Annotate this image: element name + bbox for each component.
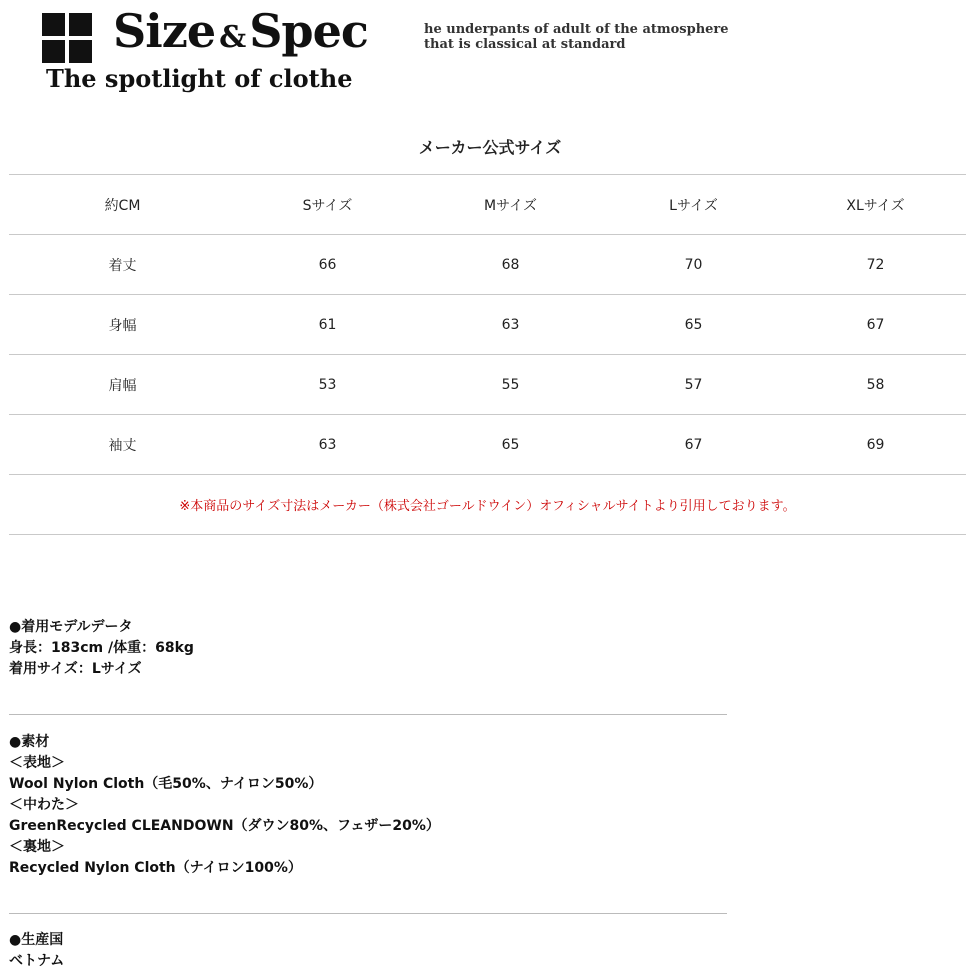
model-height-weight: 身長：183cm /体重：68kg <box>9 640 194 656</box>
tagline-line-1: he underpants of adult of the atmosphere <box>424 22 729 37</box>
size-note-row <box>9 475 966 535</box>
row-label: 着丈 <box>9 235 236 295</box>
table-cell: 67 <box>602 415 785 475</box>
column-header: XLサイズ <box>785 175 966 235</box>
outer-fabric-value: Wool Nylon Cloth（毛50%、ナイロン50%） <box>9 776 323 792</box>
origin-section <box>9 930 64 972</box>
origin-country: ベトナム <box>9 953 65 969</box>
table-cell: 67 <box>785 295 966 355</box>
brand-title-word-2: Spec <box>249 4 368 58</box>
model-data-section <box>9 617 194 680</box>
column-header: Mサイズ <box>419 175 602 235</box>
size-table-title: メーカー公式サイズ <box>418 138 562 157</box>
lining-label: ＜裏地＞ <box>9 839 65 855</box>
row-label: 袖丈 <box>9 415 236 475</box>
table-cell: 70 <box>602 235 785 295</box>
model-data-heading: ●着用モデルデータ <box>9 619 133 635</box>
table-cell: 72 <box>785 235 966 295</box>
size-table-header-row <box>9 175 966 235</box>
table-row <box>9 295 966 355</box>
row-label: 肩幅 <box>9 355 236 415</box>
column-header: Sサイズ <box>236 175 419 235</box>
brand-subtitle: The spotlight of clothe <box>46 64 353 93</box>
section-divider <box>9 714 727 715</box>
table-row <box>9 355 966 415</box>
row-label: 身幅 <box>9 295 236 355</box>
origin-heading: ●生産国 <box>9 932 64 948</box>
table-cell: 55 <box>419 355 602 415</box>
table-cell: 57 <box>602 355 785 415</box>
brand-tagline <box>424 22 729 52</box>
table-cell: 66 <box>236 235 419 295</box>
section-divider <box>9 913 727 914</box>
table-row <box>9 235 966 295</box>
brand-header <box>0 0 980 110</box>
table-cell: 65 <box>419 415 602 475</box>
outer-fabric-label: ＜表地＞ <box>9 755 65 771</box>
filling-label: ＜中わた＞ <box>9 797 79 813</box>
size-table <box>9 174 966 535</box>
filling-value: GreenRecycled CLEANDOWN（ダウン80%、フェザー20%） <box>9 818 440 834</box>
column-header: 約CM <box>9 175 236 235</box>
brand-ampersand: & <box>219 20 246 55</box>
material-section <box>9 732 440 879</box>
table-cell: 61 <box>236 295 419 355</box>
brand-title <box>113 4 368 58</box>
tagline-line-2: that is classical at standard <box>424 37 626 52</box>
size-source-note: ※本商品のサイズ寸法はメーカー（株式会社ゴールドウイン）オフィシャルサイトより引用しております。 <box>9 475 966 535</box>
table-cell: 63 <box>419 295 602 355</box>
table-cell: 58 <box>785 355 966 415</box>
table-cell: 63 <box>236 415 419 475</box>
table-cell: 65 <box>602 295 785 355</box>
brand-title-word-1: Size <box>113 4 216 58</box>
model-worn-size: 着用サイズ：Lサイズ <box>9 661 142 677</box>
table-cell: 53 <box>236 355 419 415</box>
material-heading: ●素材 <box>9 734 50 750</box>
lining-value: Recycled Nylon Cloth（ナイロン100%） <box>9 860 302 876</box>
table-cell: 68 <box>419 235 602 295</box>
table-row <box>9 415 966 475</box>
column-header: Lサイズ <box>602 175 785 235</box>
logo-squares-icon <box>42 13 92 63</box>
table-cell: 69 <box>785 415 966 475</box>
